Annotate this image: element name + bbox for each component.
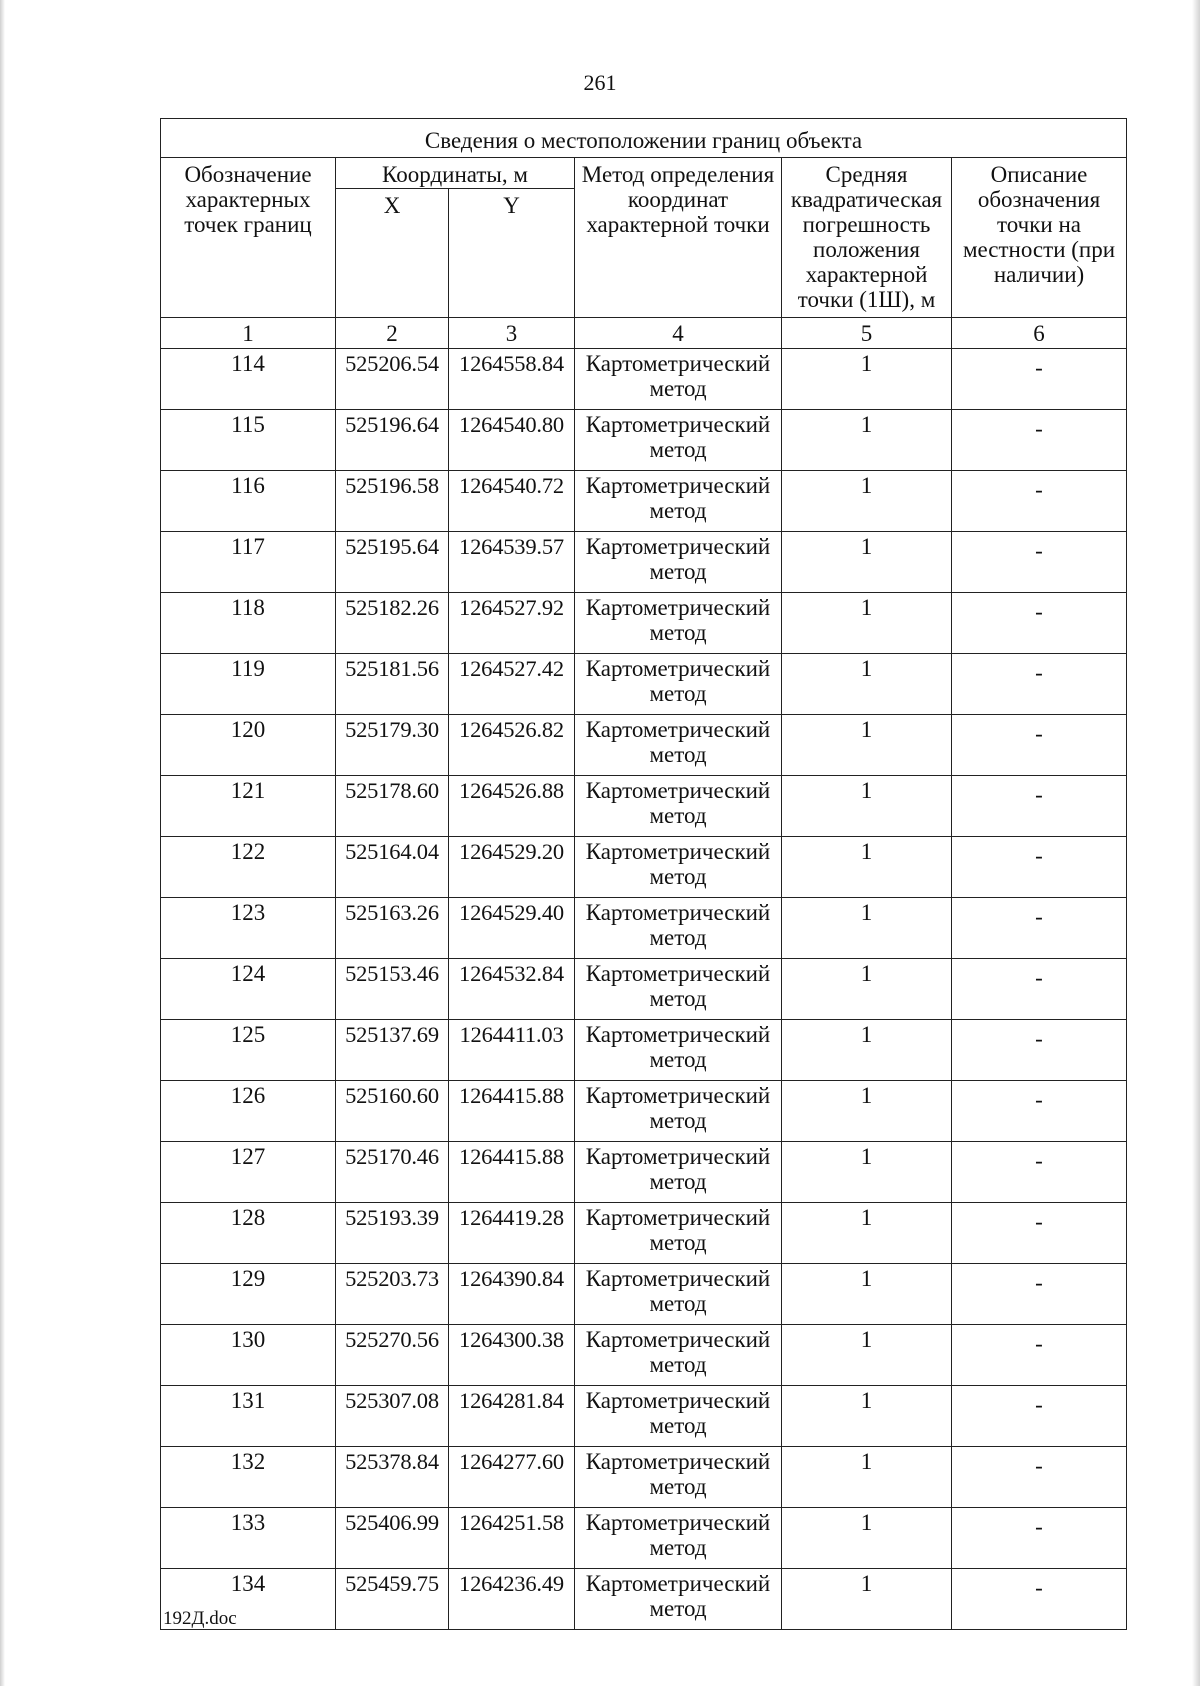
y-coordinate-cell: 1264277.60 <box>449 1447 575 1508</box>
y-coordinate-cell: 1264539.57 <box>449 532 575 593</box>
y-coordinate-cell: 1264527.92 <box>449 593 575 654</box>
x-coordinate-cell: 525378.84 <box>336 1447 449 1508</box>
point-cell: 121 <box>161 776 336 837</box>
point-cell: 119 <box>161 654 336 715</box>
error-cell: 1 <box>782 1386 952 1447</box>
method-cell: Картометрический метод <box>575 776 782 837</box>
point-cell: 134 <box>161 1569 336 1630</box>
table-row <box>161 532 1127 593</box>
method-cell: Картометрический метод <box>575 1142 782 1203</box>
x-coordinate-cell: 525270.56 <box>336 1325 449 1386</box>
description-cell: - <box>952 471 1127 532</box>
method-cell: Картометрический метод <box>575 959 782 1020</box>
header-coords: Координаты, м <box>336 158 575 189</box>
error-cell: 1 <box>782 1447 952 1508</box>
column-number: 3 <box>449 318 575 349</box>
point-cell: 118 <box>161 593 336 654</box>
error-cell: 1 <box>782 1142 952 1203</box>
error-cell: 1 <box>782 1325 952 1386</box>
scan-edge-right <box>1192 0 1200 1686</box>
error-cell: 1 <box>782 532 952 593</box>
column-number-row <box>161 318 1127 349</box>
column-number: 4 <box>575 318 782 349</box>
x-coordinate-cell: 525164.04 <box>336 837 449 898</box>
scan-edge-left <box>0 0 5 1686</box>
y-coordinate-cell: 1264540.72 <box>449 471 575 532</box>
header-method: Метод определения координат характерной точки <box>575 158 782 318</box>
description-cell: - <box>952 776 1127 837</box>
description-cell: - <box>952 654 1127 715</box>
point-cell: 130 <box>161 1325 336 1386</box>
error-cell: 1 <box>782 1508 952 1569</box>
table-row <box>161 349 1127 410</box>
point-cell: 124 <box>161 959 336 1020</box>
header-point: Обозначение характерных точек границ <box>161 158 336 318</box>
method-cell: Картометрический метод <box>575 1569 782 1630</box>
x-coordinate-cell: 525193.39 <box>336 1203 449 1264</box>
x-coordinate-cell: 525170.46 <box>336 1142 449 1203</box>
y-coordinate-cell: 1264529.20 <box>449 837 575 898</box>
x-coordinate-cell: 525160.60 <box>336 1081 449 1142</box>
page-number: 261 <box>583 70 617 95</box>
x-coordinate-cell: 525153.46 <box>336 959 449 1020</box>
error-cell: 1 <box>782 959 952 1020</box>
table-row <box>161 593 1127 654</box>
table-row <box>161 1142 1127 1203</box>
y-coordinate-cell: 1264415.88 <box>449 1081 575 1142</box>
method-cell: Картометрический метод <box>575 1386 782 1447</box>
error-cell: 1 <box>782 898 952 959</box>
x-coordinate-cell: 525195.64 <box>336 532 449 593</box>
description-cell: - <box>952 593 1127 654</box>
point-cell: 117 <box>161 532 336 593</box>
point-cell: 123 <box>161 898 336 959</box>
table-row <box>161 715 1127 776</box>
error-cell: 1 <box>782 349 952 410</box>
header-y: Y <box>449 189 575 318</box>
x-coordinate-cell: 525137.69 <box>336 1020 449 1081</box>
y-coordinate-cell: 1264300.38 <box>449 1325 575 1386</box>
method-cell: Картометрический метод <box>575 898 782 959</box>
method-cell: Картометрический метод <box>575 837 782 898</box>
description-cell: - <box>952 1508 1127 1569</box>
error-cell: 1 <box>782 1264 952 1325</box>
point-cell: 131 <box>161 1386 336 1447</box>
description-cell: - <box>952 959 1127 1020</box>
method-cell: Картометрический метод <box>575 471 782 532</box>
error-cell: 1 <box>782 1020 952 1081</box>
point-cell: 122 <box>161 837 336 898</box>
description-cell: - <box>952 1081 1127 1142</box>
method-cell: Картометрический метод <box>575 654 782 715</box>
point-cell: 114 <box>161 349 336 410</box>
y-coordinate-cell: 1264411.03 <box>449 1020 575 1081</box>
y-coordinate-cell: 1264236.49 <box>449 1569 575 1630</box>
table-row <box>161 959 1127 1020</box>
boundary-coordinates-table <box>160 118 1127 1630</box>
x-coordinate-cell: 525406.99 <box>336 1508 449 1569</box>
table-row <box>161 1569 1127 1630</box>
method-cell: Картометрический метод <box>575 1264 782 1325</box>
point-cell: 120 <box>161 715 336 776</box>
column-number: 2 <box>336 318 449 349</box>
description-cell: - <box>952 532 1127 593</box>
y-coordinate-cell: 1264558.84 <box>449 349 575 410</box>
description-cell: - <box>952 837 1127 898</box>
table-title: Сведения о местоположении границ объекта <box>161 119 1127 158</box>
x-coordinate-cell: 525307.08 <box>336 1386 449 1447</box>
table-row <box>161 410 1127 471</box>
error-cell: 1 <box>782 1081 952 1142</box>
y-coordinate-cell: 1264532.84 <box>449 959 575 1020</box>
method-cell: Картометрический метод <box>575 1020 782 1081</box>
x-coordinate-cell: 525163.26 <box>336 898 449 959</box>
description-cell: - <box>952 1020 1127 1081</box>
table-body <box>161 349 1127 1630</box>
method-cell: Картометрический метод <box>575 593 782 654</box>
header-error: Средняя квадратическая погрешность положения характерной точки (1Ш), м <box>782 158 952 318</box>
description-cell: - <box>952 1447 1127 1508</box>
method-cell: Картометрический метод <box>575 1081 782 1142</box>
error-cell: 1 <box>782 593 952 654</box>
point-cell: 127 <box>161 1142 336 1203</box>
method-cell: Картометрический метод <box>575 1447 782 1508</box>
table-row <box>161 654 1127 715</box>
error-cell: 1 <box>782 654 952 715</box>
method-cell: Картометрический метод <box>575 1325 782 1386</box>
y-coordinate-cell: 1264281.84 <box>449 1386 575 1447</box>
x-coordinate-cell: 525182.26 <box>336 593 449 654</box>
table-row <box>161 471 1127 532</box>
column-number: 5 <box>782 318 952 349</box>
table-row <box>161 1020 1127 1081</box>
point-cell: 116 <box>161 471 336 532</box>
table-row <box>161 837 1127 898</box>
error-cell: 1 <box>782 1569 952 1630</box>
x-coordinate-cell: 525196.64 <box>336 410 449 471</box>
x-coordinate-cell: 525178.60 <box>336 776 449 837</box>
description-cell: - <box>952 1386 1127 1447</box>
description-cell: - <box>952 1325 1127 1386</box>
x-coordinate-cell: 525179.30 <box>336 715 449 776</box>
x-coordinate-cell: 525196.58 <box>336 471 449 532</box>
method-cell: Картометрический метод <box>575 532 782 593</box>
method-cell: Картометрический метод <box>575 1203 782 1264</box>
table-row <box>161 1386 1127 1447</box>
method-cell: Картометрический метод <box>575 715 782 776</box>
description-cell: - <box>952 898 1127 959</box>
y-coordinate-cell: 1264419.28 <box>449 1203 575 1264</box>
table-row <box>161 1081 1127 1142</box>
point-cell: 128 <box>161 1203 336 1264</box>
point-cell: 126 <box>161 1081 336 1142</box>
column-number: 1 <box>161 318 336 349</box>
y-coordinate-cell: 1264251.58 <box>449 1508 575 1569</box>
point-cell: 132 <box>161 1447 336 1508</box>
point-cell: 133 <box>161 1508 336 1569</box>
description-cell: - <box>952 410 1127 471</box>
error-cell: 1 <box>782 1203 952 1264</box>
method-cell: Картометрический метод <box>575 1508 782 1569</box>
description-cell: - <box>952 1569 1127 1630</box>
table-row <box>161 1508 1127 1569</box>
table-row <box>161 1325 1127 1386</box>
column-number: 6 <box>952 318 1127 349</box>
error-cell: 1 <box>782 471 952 532</box>
y-coordinate-cell: 1264527.42 <box>449 654 575 715</box>
method-cell: Картометрический метод <box>575 349 782 410</box>
error-cell: 1 <box>782 715 952 776</box>
header-description: Описание обозначения точки на местности (при наличии) <box>952 158 1127 318</box>
description-cell: - <box>952 349 1127 410</box>
description-cell: - <box>952 1203 1127 1264</box>
x-coordinate-cell: 525206.54 <box>336 349 449 410</box>
header-x: X <box>336 189 449 318</box>
table-row <box>161 776 1127 837</box>
point-cell: 115 <box>161 410 336 471</box>
table-row <box>161 1203 1127 1264</box>
y-coordinate-cell: 1264390.84 <box>449 1264 575 1325</box>
table-row <box>161 1264 1127 1325</box>
table-row <box>161 898 1127 959</box>
error-cell: 1 <box>782 776 952 837</box>
table-row <box>161 1447 1127 1508</box>
footer-filename: 192Д.doc <box>163 1608 237 1629</box>
y-coordinate-cell: 1264526.82 <box>449 715 575 776</box>
error-cell: 1 <box>782 410 952 471</box>
method-cell: Картометрический метод <box>575 410 782 471</box>
description-cell: - <box>952 1142 1127 1203</box>
y-coordinate-cell: 1264415.88 <box>449 1142 575 1203</box>
point-cell: 129 <box>161 1264 336 1325</box>
description-cell: - <box>952 715 1127 776</box>
y-coordinate-cell: 1264526.88 <box>449 776 575 837</box>
description-cell: - <box>952 1264 1127 1325</box>
x-coordinate-cell: 525459.75 <box>336 1569 449 1630</box>
x-coordinate-cell: 525203.73 <box>336 1264 449 1325</box>
point-cell: 125 <box>161 1020 336 1081</box>
error-cell: 1 <box>782 837 952 898</box>
x-coordinate-cell: 525181.56 <box>336 654 449 715</box>
y-coordinate-cell: 1264529.40 <box>449 898 575 959</box>
y-coordinate-cell: 1264540.80 <box>449 410 575 471</box>
